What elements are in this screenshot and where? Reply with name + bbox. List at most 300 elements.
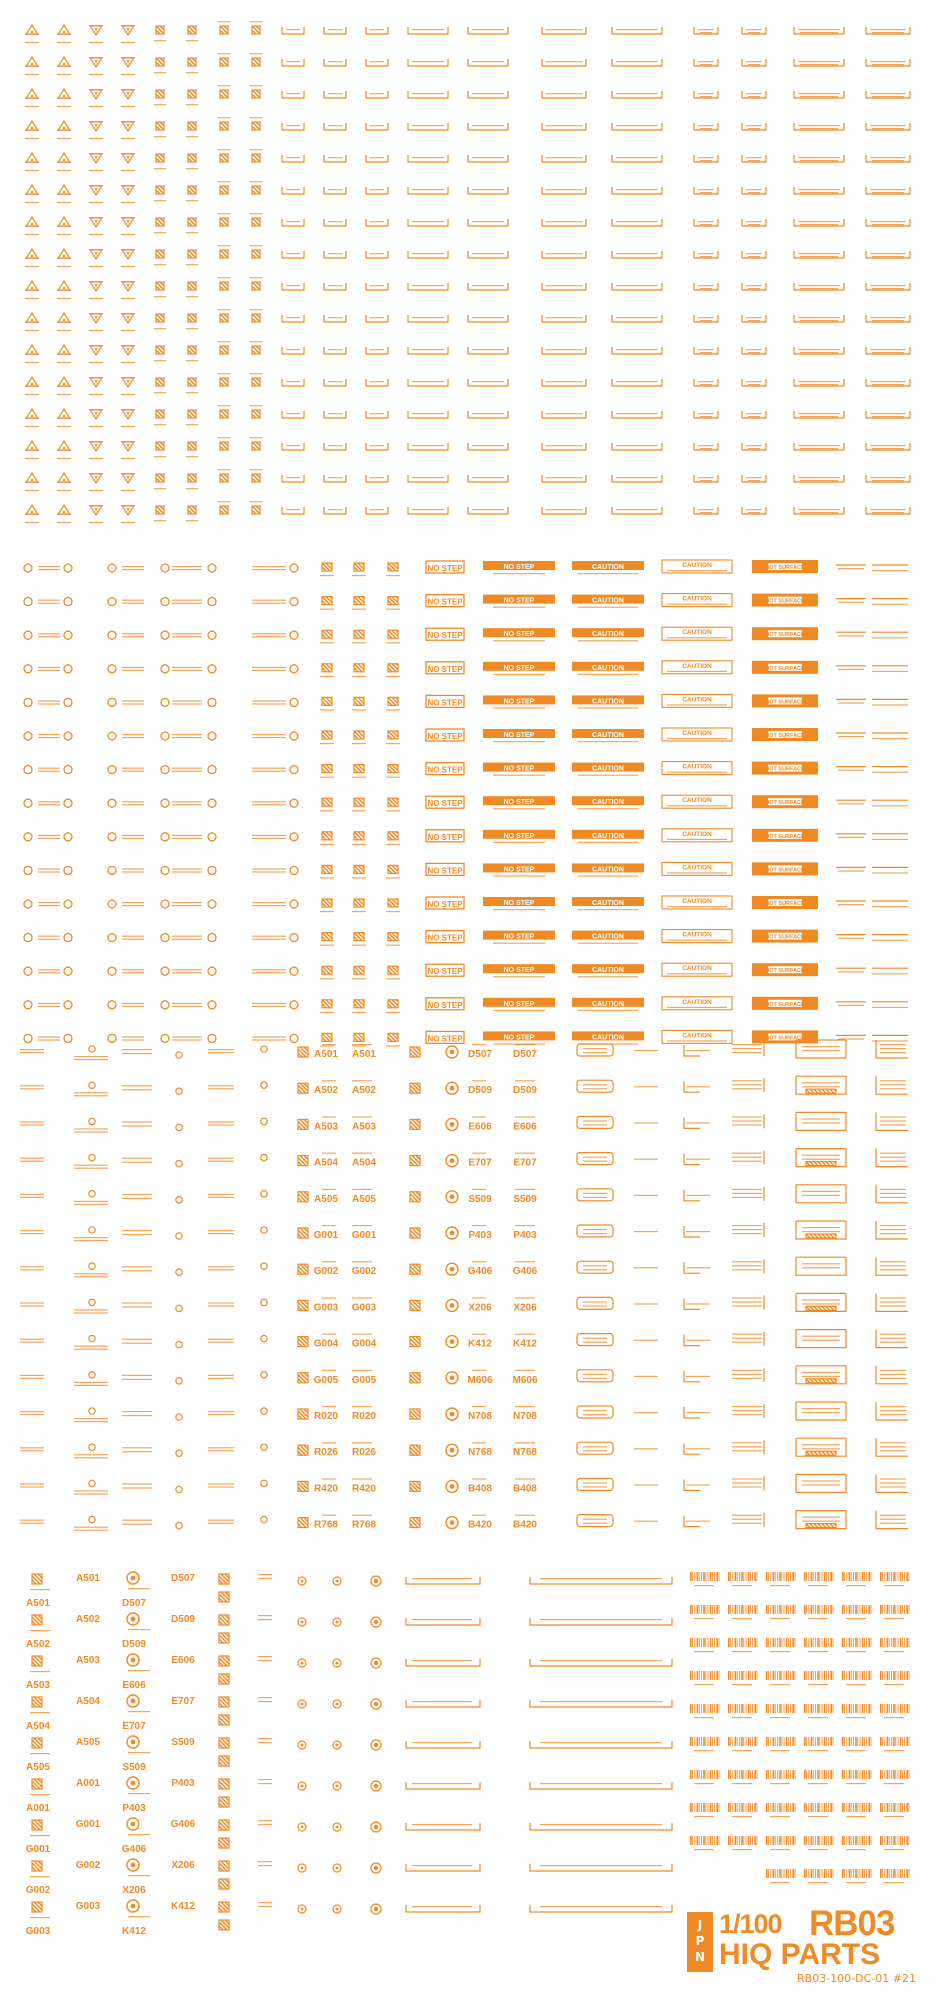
region-badge (687, 1912, 713, 1972)
hatch-stripe (220, 126, 224, 130)
barcode-bar (898, 1836, 899, 1845)
plate-text (616, 157, 658, 158)
barcode-bar (777, 1803, 778, 1812)
ring-icon (64, 900, 72, 908)
bracket-plate (408, 59, 448, 66)
bracket-plate (542, 443, 586, 450)
barcode-number (808, 1651, 828, 1652)
fine-print (20, 1450, 44, 1451)
plate-text (798, 29, 840, 30)
hatch-stripe (221, 1592, 229, 1600)
no-step-label: NO STEP (503, 564, 535, 571)
barcode-bar (719, 1704, 720, 1713)
bracket-plate (324, 219, 346, 226)
hatch-stripe (256, 506, 260, 510)
fine-print (880, 1044, 906, 1045)
ring-icon (290, 967, 298, 975)
barcode-bar (739, 1770, 740, 1779)
hatch-stripe (221, 1861, 229, 1869)
hatch-stripe (221, 1879, 229, 1887)
hatch-stripe (252, 218, 260, 226)
hatch-square (298, 1373, 308, 1383)
fine-print (74, 1493, 108, 1494)
barcode-bar (739, 1671, 740, 1680)
fine-print (686, 1521, 710, 1522)
ring-icon (290, 598, 298, 606)
barcode-bar (893, 1704, 895, 1713)
plate-text (472, 509, 504, 510)
fine-print (872, 704, 908, 705)
bracket-plate (282, 27, 304, 34)
barcode-bar (719, 1737, 720, 1746)
fine-print (20, 1088, 44, 1089)
fine-print (30, 1589, 50, 1590)
fine-print (258, 1783, 272, 1784)
barcode-bar (851, 1638, 852, 1647)
barcode-bar (752, 1638, 753, 1647)
hatch-square (219, 1715, 229, 1725)
hatch-stripe (224, 218, 228, 222)
plate-text (412, 445, 444, 446)
triangle-dot (95, 284, 97, 286)
hatch-stripe (156, 414, 160, 418)
fine-print (880, 1338, 906, 1339)
barcode-bar (694, 1770, 695, 1779)
barcode-bar (775, 1869, 776, 1878)
fine-print (802, 1480, 840, 1481)
barcode-number (732, 1651, 752, 1652)
barcode-bar (891, 1671, 892, 1680)
barcode-bar (902, 1572, 903, 1581)
barcode-bar (902, 1671, 903, 1680)
caution-label: CAUTION (682, 562, 712, 569)
id-code: A503 (76, 1655, 100, 1666)
barcode-bar (902, 1836, 903, 1845)
plate-text (872, 288, 904, 289)
warning-triangle-icon (90, 282, 102, 291)
plate-text (872, 352, 904, 353)
barcode-bar (739, 1704, 740, 1713)
ring-icon (24, 799, 32, 807)
fine-print (515, 1334, 535, 1335)
inspection-plate (577, 1370, 613, 1382)
hatch-stripe (188, 410, 196, 418)
barcode-bar (819, 1704, 820, 1713)
ring-icon (176, 1450, 182, 1456)
id-code: A505 (352, 1193, 376, 1205)
fine-print (802, 1195, 840, 1196)
barcode-bar (701, 1671, 702, 1680)
fine-print (732, 1370, 762, 1371)
hatch-stripe (188, 414, 192, 418)
hatch-stripe (219, 1822, 227, 1830)
barcode-bar (806, 1770, 807, 1779)
barcode-number (770, 1585, 790, 1586)
hatch-stripe (412, 1373, 420, 1381)
barcode-bar (811, 1638, 813, 1647)
hatch-stripe (156, 382, 160, 386)
barcode-bar (862, 1605, 864, 1614)
bracket-plate (408, 315, 448, 322)
barcode-bar (692, 1605, 693, 1614)
fine-print (186, 264, 198, 265)
barcode-bar (851, 1737, 852, 1746)
fine-print (252, 871, 286, 872)
fine-print (802, 1517, 840, 1518)
plate-text (616, 189, 658, 190)
barcode-bar (895, 1704, 896, 1713)
fine-print (89, 202, 103, 203)
no-step-label: NO STEP (427, 799, 463, 809)
barcode-bar (866, 1704, 867, 1713)
bracket-plate (542, 379, 586, 386)
plate-text (748, 64, 760, 65)
fine-print (802, 1340, 840, 1341)
barcode-bar (871, 1671, 872, 1680)
barcode-bar (754, 1770, 756, 1779)
fine-print (732, 1161, 762, 1162)
plate-text (412, 349, 444, 350)
barcode-bar (822, 1836, 823, 1845)
plate-text (748, 160, 760, 161)
id-code: R768 (314, 1519, 338, 1531)
barcode-bar (815, 1605, 816, 1614)
triangle-dot (31, 415, 33, 417)
barcode-bar (792, 1836, 794, 1845)
fine-print (386, 609, 400, 610)
ring-icon (208, 866, 216, 874)
bracket-plate (324, 155, 346, 162)
barcode-bar (813, 1671, 814, 1680)
fine-print (250, 213, 262, 214)
fine-print (122, 1003, 144, 1004)
caution-label: CAUTION (592, 732, 624, 739)
hot-surface-label: HOT SURFACE (765, 598, 805, 605)
hatch-square (219, 1633, 229, 1643)
barcode-bar (739, 1572, 740, 1581)
fine-print (258, 1656, 272, 1657)
barcode-bar (855, 1803, 857, 1812)
fine-print (540, 1824, 662, 1825)
plate-text (872, 448, 904, 449)
fine-print (208, 1269, 234, 1270)
fine-print (880, 1334, 906, 1335)
barcode-bar (775, 1737, 776, 1746)
barcode-bar (714, 1770, 715, 1779)
fine-print (122, 771, 144, 772)
no-step-label: NO STEP (427, 698, 463, 708)
hatch-stripe (32, 1658, 40, 1666)
plate-text (870, 381, 906, 382)
hatch-stripe (322, 697, 330, 705)
plate-text (370, 253, 384, 254)
barcode-bar (887, 1704, 889, 1713)
fine-print (583, 1124, 607, 1125)
fine-print (880, 1080, 906, 1081)
barcode-bar (719, 1671, 720, 1680)
plate-text (616, 477, 658, 478)
barcode-bar (884, 1770, 885, 1779)
fine-print (732, 1414, 762, 1415)
bracket-plate (282, 123, 304, 130)
barcode-bar (902, 1803, 903, 1812)
hatch-stripe (412, 1156, 420, 1164)
plate-text (698, 61, 714, 62)
fine-print (667, 872, 727, 873)
barcode-bar (884, 1737, 885, 1746)
fine-print (880, 1233, 906, 1234)
barcode-bar (790, 1737, 791, 1746)
warning-triangle-icon (122, 346, 134, 355)
triangle-dot (127, 28, 129, 30)
fine-print (583, 1120, 607, 1121)
bracket-plate (612, 379, 662, 386)
bracket-plate (366, 27, 388, 34)
plate-text (328, 29, 342, 30)
barcode-bar (703, 1803, 705, 1812)
hatch-stripe (188, 190, 192, 194)
fine-print (172, 1039, 202, 1040)
plate-text (870, 253, 906, 254)
barcode-bar (714, 1836, 715, 1845)
fine-print (74, 1168, 108, 1169)
ring-dot (336, 1621, 339, 1624)
ring-icon (108, 598, 116, 606)
barcode-bar (697, 1737, 699, 1746)
barcode-bar (705, 1704, 706, 1713)
barcode-bar (735, 1605, 737, 1614)
bracket-plate (324, 379, 346, 386)
barcode-bar (804, 1770, 806, 1779)
hatch-square (410, 1300, 420, 1310)
fine-print (89, 234, 103, 235)
barcode-bar (851, 1671, 852, 1680)
no-step-label: NO STEP (427, 732, 463, 741)
barcode-number (732, 1816, 752, 1817)
barcode-bar (813, 1605, 814, 1614)
hatch-stripe (34, 1861, 42, 1869)
fine-print (38, 569, 60, 570)
triangle-dot (95, 508, 97, 510)
barcode-bar (868, 1869, 870, 1878)
plate-text (370, 93, 384, 94)
bracket-plate (468, 315, 508, 322)
plate-text (698, 221, 714, 222)
barcode-number (808, 1585, 828, 1586)
caution-label: CAUTION (592, 900, 624, 907)
hatch-stripe (221, 1715, 229, 1723)
fine-print (122, 1270, 152, 1271)
barcode-bar (754, 1836, 756, 1845)
hatch-stripe (410, 1121, 418, 1129)
hatch-square (219, 1756, 229, 1766)
bracket-plate (612, 443, 662, 450)
barcode-bar (900, 1605, 902, 1614)
barcode-bar (855, 1704, 857, 1713)
barcode-bar (830, 1803, 832, 1812)
barcode-bar (752, 1836, 753, 1845)
ring-icon (108, 732, 116, 740)
ring-icon (176, 1378, 182, 1384)
fine-print (732, 1378, 762, 1379)
barcode-bar (705, 1737, 706, 1746)
hatch-stripe (298, 1411, 306, 1419)
barcode-bar (904, 1638, 905, 1647)
fine-print (186, 136, 198, 137)
barcode-bar (860, 1704, 861, 1713)
fine-print (74, 1346, 108, 1347)
id-code: A504 (314, 1157, 338, 1169)
fine-print (74, 1385, 108, 1386)
barcode-bar (813, 1770, 814, 1779)
ring-icon (290, 766, 298, 774)
barcode-bar (777, 1836, 778, 1845)
barcode-bar (846, 1704, 847, 1713)
fine-print (352, 978, 366, 979)
hatch-stripe (160, 26, 164, 30)
hatch-stripe (354, 563, 362, 571)
barcode-bar (786, 1605, 788, 1614)
fine-print (322, 1261, 336, 1262)
hatch-stripe (188, 58, 196, 66)
hatch-square (410, 1337, 420, 1347)
fine-print (540, 1660, 662, 1661)
hatch-stripe (34, 1615, 42, 1623)
barcode-bar (784, 1704, 785, 1713)
barcode-bar (857, 1671, 858, 1680)
fine-print (38, 835, 60, 836)
fine-print (122, 936, 144, 937)
hatch-stripe (300, 1192, 308, 1200)
fine-print (30, 1917, 50, 1918)
hatch-stripe (160, 442, 164, 446)
hatch-stripe (256, 410, 260, 414)
barcode-bar (781, 1605, 782, 1614)
barcode-bar (891, 1605, 892, 1614)
hatch-square (298, 1300, 308, 1310)
fine-print (38, 633, 60, 634)
ring-icon (290, 564, 298, 572)
barcode-bar (889, 1638, 890, 1647)
fine-print (128, 1875, 150, 1876)
target-dot (131, 1699, 136, 1704)
plate-text (746, 477, 762, 478)
hatch-stripe (298, 1447, 306, 1455)
barcode-bar (824, 1704, 826, 1713)
hatch-stripe (410, 1520, 418, 1528)
fine-print (208, 1194, 234, 1195)
barcode-bar (884, 1836, 885, 1845)
barcode-bar (868, 1704, 870, 1713)
plate-text (872, 416, 904, 417)
hatch-stripe (322, 1033, 330, 1041)
plate-text (412, 125, 444, 126)
fine-print (472, 1225, 486, 1226)
fine-print (872, 570, 908, 571)
fine-print (250, 245, 262, 246)
hatch-stripe (192, 474, 196, 478)
fine-print (802, 1159, 840, 1160)
hatch-stripe (412, 1228, 420, 1236)
bracket-plate (408, 187, 448, 194)
barcode-bar (893, 1737, 895, 1746)
barcode-bar (750, 1803, 751, 1812)
fine-print (802, 1521, 840, 1522)
fine-print (122, 1089, 152, 1090)
warning-triangle-icon (122, 186, 134, 195)
fine-print (583, 1450, 607, 1451)
fine-print (386, 575, 400, 576)
fine-print (172, 700, 202, 701)
barcode-bar (752, 1770, 753, 1779)
plate-text (870, 349, 906, 350)
barcode-bar (851, 1770, 852, 1779)
barcode-bar (884, 1605, 885, 1614)
ring-icon (161, 631, 169, 639)
plate-text (616, 445, 658, 446)
hatch-stripe (219, 1781, 227, 1789)
barcode-bar (842, 1638, 844, 1647)
hatch-stripe (188, 186, 196, 194)
fine-print (583, 1193, 607, 1194)
fine-print (172, 600, 202, 601)
fine-print (128, 1588, 150, 1589)
plate-text (472, 61, 504, 62)
fine-print (493, 808, 545, 809)
barcode-bar (887, 1638, 889, 1647)
hatch-stripe (410, 1411, 418, 1419)
barcode-bar (833, 1572, 834, 1581)
fine-print (122, 737, 144, 738)
fine-print (634, 1303, 658, 1304)
caution-label: CAUTION (682, 629, 712, 637)
barcode-bar (732, 1737, 733, 1746)
barcode-bar (846, 1770, 847, 1779)
fine-print (186, 232, 198, 233)
barcode-bar (714, 1671, 715, 1680)
barcode-bar (694, 1671, 695, 1680)
barcode-number (846, 1882, 866, 1883)
fine-print (57, 394, 71, 395)
fine-print (732, 1523, 762, 1524)
triangle-dot (31, 255, 33, 257)
plate-text (546, 29, 582, 30)
triangle-dot (127, 348, 129, 350)
fine-print (880, 1301, 906, 1302)
triangle-dot (63, 127, 65, 129)
plate-text (800, 64, 838, 65)
hatch-stripe (220, 222, 224, 226)
barcode-bar (716, 1671, 718, 1680)
hatch-stripe (224, 314, 228, 318)
warning-triangle-icon (90, 122, 102, 131)
barcode-bar (860, 1572, 861, 1581)
barcode-bar (728, 1605, 730, 1614)
fine-print (412, 1824, 472, 1825)
barcode-bar (790, 1836, 791, 1845)
barcode-bar (828, 1770, 829, 1779)
fine-print (20, 1378, 44, 1379)
barcode-bar (819, 1638, 820, 1647)
fine-print (880, 1120, 906, 1121)
barcode-bar (730, 1803, 731, 1812)
triangle-dot (63, 415, 65, 417)
ring-icon (261, 1372, 267, 1378)
ring-icon (89, 1444, 95, 1450)
fine-print (30, 1753, 50, 1754)
id-code: D507 (468, 1049, 492, 1060)
bracket-plate (542, 315, 586, 322)
